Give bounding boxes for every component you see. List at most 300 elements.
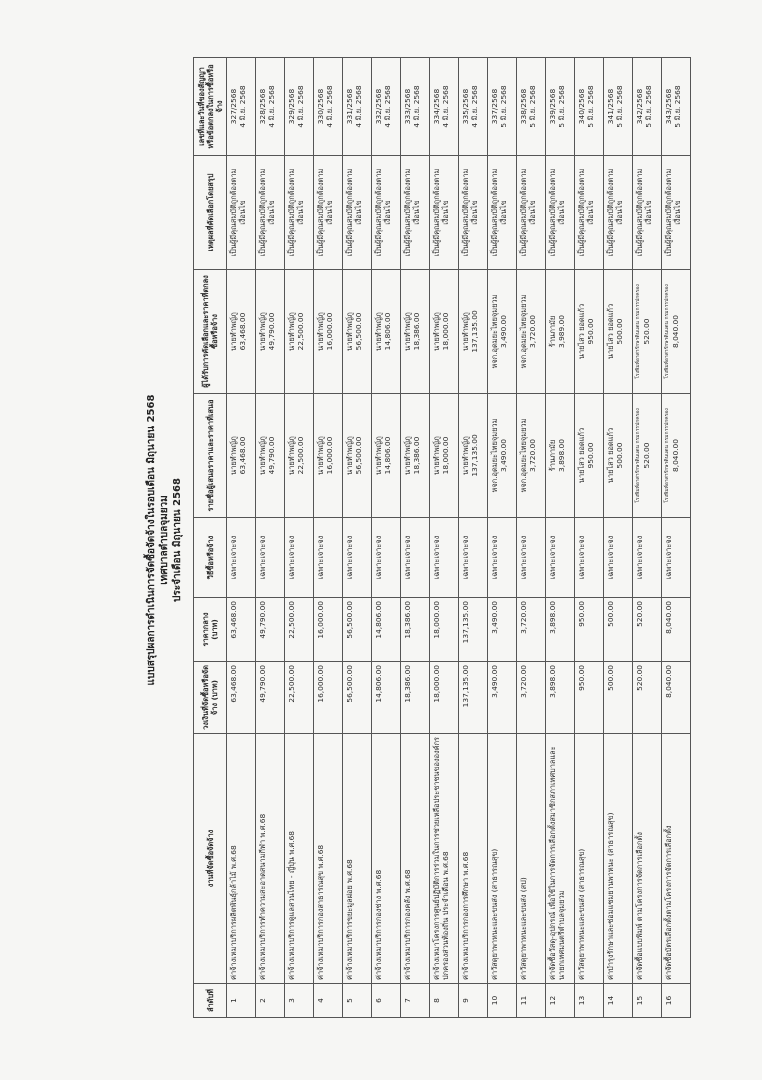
budget-cell xyxy=(285,662,314,734)
table-row xyxy=(227,58,256,1018)
row-number xyxy=(575,984,604,1018)
row-number xyxy=(372,984,401,1018)
contract-date: 5 มิ.ย. 2568 xyxy=(586,85,595,128)
reason-cell xyxy=(430,156,459,270)
row-number xyxy=(546,984,575,1018)
median-text: 8,040.00 xyxy=(664,601,673,634)
budget-cell xyxy=(256,662,285,734)
contract-cell xyxy=(604,58,633,156)
contract-date: 5 มิ.ย. 2568 xyxy=(673,85,682,128)
bid-price: 63,468.00 xyxy=(238,436,247,475)
contract-date: 5 มิ.ย. 2568 xyxy=(615,85,624,128)
item-text: ค่าจ้างเหมาบริการกองคลัง พ.ศ.68 xyxy=(403,869,412,980)
row-number-text: 7 xyxy=(403,998,412,1003)
method-cell xyxy=(517,518,546,598)
budget-text: 14,806.00 xyxy=(374,665,383,703)
item-cell xyxy=(401,734,430,984)
budget-cell xyxy=(488,662,517,734)
contract-number: 335/2568 xyxy=(461,88,470,125)
row-number xyxy=(401,984,430,1018)
win-price: 63,468.00 xyxy=(238,312,247,351)
win-price: 520.00 xyxy=(642,318,651,345)
winner-name: นายไสว ยอดแก้ว xyxy=(606,303,615,360)
row-number xyxy=(314,984,343,1018)
row-number xyxy=(343,984,372,1018)
reason-cell xyxy=(314,156,343,270)
table-row xyxy=(546,58,575,1018)
reason-cell xyxy=(517,156,546,270)
row-number xyxy=(285,984,314,1018)
report-period: ประจำเดือน มิถุนายน 2568 xyxy=(172,478,183,602)
method-text: เฉพาะเจาะจง xyxy=(316,535,325,580)
col-header-winner: ผู้ได้รับการคัดเลือกและราคาที่ตกลงซื้อหรือจ้าง xyxy=(194,270,227,394)
contract-cell xyxy=(401,58,430,156)
row-number xyxy=(517,984,546,1018)
win-price: 3,490.00 xyxy=(499,315,508,348)
winner-cell xyxy=(227,270,256,394)
median-text: 3,720.00 xyxy=(519,601,528,634)
contract-date: 4 มิ.ย. 2568 xyxy=(412,85,421,128)
budget-cell xyxy=(227,662,256,734)
median-text: 16,000.00 xyxy=(316,601,325,639)
budget-cell xyxy=(343,662,372,734)
bidder-name: นายทำพญ์ภู xyxy=(432,436,441,475)
median-text: 56,500.00 xyxy=(345,601,354,639)
winner-name: นายทำพญ์ภู xyxy=(316,312,325,351)
contract-date: 4 มิ.ย. 2568 xyxy=(470,85,479,128)
winner-cell xyxy=(546,270,575,394)
median-text: 3,490.00 xyxy=(490,601,499,634)
reason-cell xyxy=(546,156,575,270)
reason-text: เป็นผู้มีคุณสมบัติถูกต้องตามเงื่อนไข xyxy=(432,168,450,257)
winner-name: นายทำพญ์ภู xyxy=(403,312,412,351)
reason-cell xyxy=(575,156,604,270)
median-cell xyxy=(372,598,401,662)
method-text: เฉพาะเจาะจง xyxy=(548,535,557,580)
row-number-text: 16 xyxy=(664,995,673,1006)
method-text: เฉพาะเจาะจง xyxy=(432,535,441,580)
method-text: เฉพาะเจาะจง xyxy=(606,535,615,580)
bidder-cell xyxy=(285,394,314,518)
contract-cell xyxy=(314,58,343,156)
budget-cell xyxy=(430,662,459,734)
median-cell xyxy=(604,598,633,662)
table-row xyxy=(575,58,604,1018)
reason-text: เป็นผู้มีคุณสมบัติถูกต้องตามเงื่อนไข xyxy=(316,168,334,257)
table-row xyxy=(401,58,430,1018)
median-text: 520.00 xyxy=(635,601,644,627)
bidder-name: นายทำพญ์ภู xyxy=(287,436,296,475)
item-text: ค่าวัสดุยาพาหนะและขนส่ง (สาธารณสุข) xyxy=(490,848,499,980)
row-number-text: 12 xyxy=(548,995,557,1006)
budget-text: 49,790.00 xyxy=(258,665,267,703)
method-cell xyxy=(372,518,401,598)
bidder-cell xyxy=(488,394,517,518)
row-number xyxy=(633,984,662,1018)
budget-text: 56,500.00 xyxy=(345,665,354,703)
winner-name: ร้านภามัย xyxy=(548,315,557,348)
row-number xyxy=(604,984,633,1018)
table-header-row xyxy=(194,58,227,1018)
row-number-text: 2 xyxy=(258,998,267,1003)
table-row xyxy=(256,58,285,1018)
reason-cell xyxy=(372,156,401,270)
winner-cell xyxy=(285,270,314,394)
bid-price: 3,720.00 xyxy=(528,439,537,472)
winner-name: นายทำพญ์ภู xyxy=(374,312,383,351)
winner-name: นายทำพญ์ภู xyxy=(229,312,238,351)
item-cell xyxy=(314,734,343,984)
method-cell xyxy=(430,518,459,598)
budget-text: 950.00 xyxy=(577,665,586,691)
table-row xyxy=(633,58,662,1018)
contract-date: 5 มิ.ย. 2568 xyxy=(644,85,653,128)
item-cell xyxy=(488,734,517,984)
reason-cell xyxy=(662,156,691,270)
winner-cell xyxy=(459,270,488,394)
item-cell xyxy=(343,734,372,984)
method-text: เฉพาะเจาะจง xyxy=(577,535,586,580)
table-row xyxy=(343,58,372,1018)
item-cell xyxy=(372,734,401,984)
col-header-median: ราคากลาง (บาท) xyxy=(194,598,227,662)
item-cell xyxy=(227,734,256,984)
win-price: 22,500.00 xyxy=(296,312,305,351)
bidder-cell xyxy=(314,394,343,518)
bidder-name: ร้านภามัย xyxy=(548,439,557,472)
contract-date: 4 มิ.ย. 2568 xyxy=(354,85,363,128)
item-cell xyxy=(575,734,604,984)
contract-cell xyxy=(285,58,314,156)
contract-number: 339/2568 xyxy=(548,88,557,125)
median-cell xyxy=(488,598,517,662)
method-cell xyxy=(227,518,256,598)
winner-name: นายไสว ยอดแก้ว xyxy=(577,303,586,360)
table-row xyxy=(430,58,459,1018)
item-text: ค่าจัดซื้อบัตรเลือกตั้งตามโครงการจัดการเลือกตั้ง xyxy=(664,825,673,980)
col-header-item: งานที่จัดซื้อจัดจ้าง xyxy=(194,734,227,984)
win-price: 18,386.00 xyxy=(412,312,421,351)
method-text: เฉพาะเจาะจง xyxy=(635,535,644,580)
reason-cell xyxy=(401,156,430,270)
contract-cell xyxy=(256,58,285,156)
organization-name: เทศบาลตำบลจุมยวม xyxy=(159,495,170,585)
budget-text: 8,040.00 xyxy=(664,665,673,698)
contract-cell xyxy=(227,58,256,156)
budget-text: 3,720.00 xyxy=(519,665,528,698)
budget-cell xyxy=(314,662,343,734)
budget-text: 63,468.00 xyxy=(229,665,238,703)
contract-cell xyxy=(488,58,517,156)
budget-cell xyxy=(546,662,575,734)
contract-cell xyxy=(546,58,575,156)
item-text: ค่าจัดซื้อแบบพิมพ์ ตามโครงการจัดการเลือกตั้ง xyxy=(635,832,644,980)
bid-price: 8,040.00 xyxy=(671,439,680,472)
item-cell xyxy=(633,734,662,984)
contract-date: 4 มิ.ย. 2568 xyxy=(267,85,276,128)
bid-price: 22,500.00 xyxy=(296,436,305,475)
win-price: 18,000.00 xyxy=(441,312,450,351)
median-cell xyxy=(517,598,546,662)
win-price: 3,720.00 xyxy=(528,315,537,348)
item-text: ค่าจัดซื้อวัสดุ-อุปกรณ์ เพื่อใช้ในการจัดการเลือกตั้งสมาชิกสภาเทศบาลและนายกเทศมนตรีตำบลจุมยวม xyxy=(548,746,566,980)
reason-text: เป็นผู้มีคุณสมบัติถูกต้องตามเงื่อนไข xyxy=(577,168,595,257)
row-number-text: 8 xyxy=(432,998,441,1003)
contract-number: 333/2568 xyxy=(403,88,412,125)
method-cell xyxy=(546,518,575,598)
method-text: เฉพาะเจาะจง xyxy=(664,535,673,580)
item-cell xyxy=(546,734,575,984)
contract-cell xyxy=(459,58,488,156)
winner-name: นายทำพญ์ภู xyxy=(258,312,267,351)
item-text: ค่าวัสดุยาพาหนะและขนส่ง (สาธารณสุข) xyxy=(577,848,586,980)
contract-number: 329/2568 xyxy=(287,88,296,125)
bidder-cell xyxy=(256,394,285,518)
median-cell xyxy=(546,598,575,662)
contract-date: 5 มิ.ย. 2568 xyxy=(557,85,566,128)
win-price: 14,806.00 xyxy=(383,312,392,351)
win-price: 3,989.00 xyxy=(557,315,566,348)
contract-number: 328/2568 xyxy=(258,88,267,125)
contract-number: 332/2568 xyxy=(374,88,383,125)
bid-price: 3,898.00 xyxy=(557,439,566,472)
winner-name: โรงพิมพ์อาสารักษาดินแดน กรมการปกครอง xyxy=(664,284,670,379)
contract-cell xyxy=(430,58,459,156)
method-text: เฉพาะเจาะจง xyxy=(519,535,528,580)
method-cell xyxy=(401,518,430,598)
contract-cell xyxy=(517,58,546,156)
budget-text: 520.00 xyxy=(635,665,644,691)
bidder-cell xyxy=(662,394,691,518)
median-text: 3,898.00 xyxy=(548,601,557,634)
item-cell xyxy=(430,734,459,984)
median-cell xyxy=(314,598,343,662)
bid-price: 14,806.00 xyxy=(383,436,392,475)
item-text: ค่าจ้างเหมาโครงการศูนย์ปฏิบัติการร่วมในการช่วยเหลือประชาชนขององค์กรปกครองส่วนท้องถิ่น ประจำเดือน พ.ศ.68 xyxy=(432,736,450,980)
median-text: 14,806.00 xyxy=(374,601,383,639)
contract-number: 330/2568 xyxy=(316,88,325,125)
bidder-cell xyxy=(372,394,401,518)
reason-cell xyxy=(256,156,285,270)
col-header-budget: วงเงินที่จัดซื้อหรือจัดจ้าง (บาท) xyxy=(194,662,227,734)
item-cell xyxy=(517,734,546,984)
winner-cell xyxy=(372,270,401,394)
document-header xyxy=(145,40,184,1040)
winner-name: หจก.อุดมยะไทยจุมยวม xyxy=(490,294,499,369)
budget-cell xyxy=(633,662,662,734)
reason-text: เป็นผู้มีคุณสมบัติถูกต้องตามเงื่อนไข xyxy=(635,168,653,257)
median-cell xyxy=(227,598,256,662)
reason-cell xyxy=(633,156,662,270)
col-header-no: ลำดับที่ xyxy=(194,984,227,1018)
item-text: ค่าจ้างเหมาบริการขยะมูลฝอย พ.ศ.68 xyxy=(345,859,354,980)
item-text: ค่าวัสดุยาพาหนะและขนส่ง (สป) xyxy=(519,877,528,980)
procurement-table xyxy=(193,57,691,1018)
item-cell xyxy=(459,734,488,984)
method-cell xyxy=(459,518,488,598)
contract-number: 337/2568 xyxy=(490,88,499,125)
row-number-text: 13 xyxy=(577,995,586,1006)
contract-number: 338/2568 xyxy=(519,88,528,125)
reason-text: เป็นผู้มีคุณสมบัติถูกต้องตามเงื่อนไข xyxy=(403,168,421,257)
reason-text: เป็นผู้มีคุณสมบัติถูกต้องตามเงื่อนไข xyxy=(548,168,566,257)
bidder-cell xyxy=(459,394,488,518)
item-cell xyxy=(256,734,285,984)
bidder-name: หจก.อุดมยะไทยจุมยวม xyxy=(490,418,499,493)
bidder-name: หจก.อุดมยะไทยจุมยวม xyxy=(519,418,528,493)
row-number-text: 14 xyxy=(606,995,615,1006)
method-text: เฉพาะเจาะจง xyxy=(229,535,238,580)
table-row xyxy=(372,58,401,1018)
row-number-text: 3 xyxy=(287,998,296,1003)
item-text: ค่าจ้างเหมาบริการกองช่าง พ.ศ.68 xyxy=(374,869,383,980)
budget-cell xyxy=(459,662,488,734)
median-text: 500.00 xyxy=(606,601,615,627)
method-cell xyxy=(575,518,604,598)
bidder-name: โรงพิมพ์อาสารักษาดินแดน กรมการปกครอง xyxy=(635,408,641,503)
median-text: 950.00 xyxy=(577,601,586,627)
bidder-name: นายไสว ยอดแก้ว xyxy=(606,427,615,484)
row-number xyxy=(256,984,285,1018)
row-number xyxy=(430,984,459,1018)
row-number xyxy=(227,984,256,1018)
method-cell xyxy=(314,518,343,598)
bidder-name: นายทำพญ์ภู xyxy=(403,436,412,475)
reason-text: เป็นผู้มีคุณสมบัติถูกต้องตามเงื่อนไข xyxy=(345,168,363,257)
row-number-text: 4 xyxy=(316,998,325,1003)
row-number-text: 1 xyxy=(229,998,238,1003)
document-title: แบบสรุปผลการดำเนินการจัดซื้อจัดจ้างในรอบเดือน มิถุนายน 2568 xyxy=(146,394,157,686)
contract-cell xyxy=(633,58,662,156)
reason-text: เป็นผู้มีคุณสมบัติถูกต้องตามเงื่อนไข xyxy=(287,168,305,257)
contract-number: 327/2568 xyxy=(229,88,238,125)
winner-name: หจก.อุดมยะไทยจุมยวม xyxy=(519,294,528,369)
budget-text: 18,386.00 xyxy=(403,665,412,703)
median-cell xyxy=(575,598,604,662)
contract-date: 5 มิ.ย. 2568 xyxy=(499,85,508,128)
winner-name: โรงพิมพ์อาสารักษาดินแดน กรมการปกครอง xyxy=(635,284,641,379)
budget-text: 22,500.00 xyxy=(287,665,296,703)
method-cell xyxy=(604,518,633,598)
table-row xyxy=(604,58,633,1018)
win-price: 500.00 xyxy=(615,318,624,345)
median-text: 49,790.00 xyxy=(258,601,267,639)
method-text: เฉพาะเจาะจง xyxy=(258,535,267,580)
item-text: ค่าจ้างเหมาบริการผลิตพันธุ์กล้าไม้ พ.ศ.68 xyxy=(229,845,238,980)
method-cell xyxy=(285,518,314,598)
budget-cell xyxy=(662,662,691,734)
budget-cell xyxy=(517,662,546,734)
item-text: ค่าจ้างเหมาบริการดูแลสวนไทย - ญี่ปุ่น พ.ศ.68 xyxy=(287,830,296,980)
item-cell xyxy=(285,734,314,984)
bidder-cell xyxy=(343,394,372,518)
bidder-cell xyxy=(575,394,604,518)
table-row xyxy=(517,58,546,1018)
contract-date: 4 มิ.ย. 2568 xyxy=(238,85,247,128)
row-number-text: 5 xyxy=(345,998,354,1003)
median-text: 18,386.00 xyxy=(403,601,412,639)
reason-cell xyxy=(285,156,314,270)
winner-cell xyxy=(256,270,285,394)
winner-cell xyxy=(314,270,343,394)
bidder-cell xyxy=(633,394,662,518)
reason-text: เป็นผู้มีคุณสมบัติถูกต้องตามเงื่อนไข xyxy=(606,168,624,257)
reason-text: เป็นผู้มีคุณสมบัติถูกต้องตามเงื่อนไข xyxy=(519,168,537,257)
method-text: เฉพาะเจาะจง xyxy=(403,535,412,580)
winner-cell xyxy=(430,270,459,394)
reason-cell xyxy=(227,156,256,270)
median-text: 63,468.00 xyxy=(229,601,238,639)
row-number xyxy=(488,984,517,1018)
row-number-text: 6 xyxy=(374,998,383,1003)
row-number xyxy=(662,984,691,1018)
bid-price: 49,790.00 xyxy=(267,436,276,475)
method-cell xyxy=(256,518,285,598)
winner-cell xyxy=(343,270,372,394)
reason-text: เป็นผู้มีคุณสมบัติถูกต้องตามเงื่อนไข xyxy=(664,168,682,257)
bid-price: 16,000.00 xyxy=(325,436,334,475)
contract-date: 4 มิ.ย. 2568 xyxy=(383,85,392,128)
method-text: เฉพาะเจาะจง xyxy=(490,535,499,580)
budget-text: 3,898.00 xyxy=(548,665,557,698)
median-text: 22,500.00 xyxy=(287,601,296,639)
bidder-cell xyxy=(430,394,459,518)
budget-cell xyxy=(575,662,604,734)
winner-name: นายทำพญ์ภู xyxy=(287,312,296,351)
median-cell xyxy=(343,598,372,662)
item-text: ค่าจ้างเหมาบริการทำความสะอาดสนามกีฬา พ.ศ.68 xyxy=(258,813,267,980)
bid-price: 500.00 xyxy=(615,442,624,469)
contract-number: 342/2568 xyxy=(635,88,644,125)
bid-price: 520.00 xyxy=(642,442,651,469)
contract-date: 5 มิ.ย. 2568 xyxy=(528,85,537,128)
budget-text: 3,490.00 xyxy=(490,665,499,698)
contract-cell xyxy=(372,58,401,156)
bidder-cell xyxy=(604,394,633,518)
table-row xyxy=(488,58,517,1018)
winner-cell xyxy=(575,270,604,394)
contract-number: 341/2568 xyxy=(606,88,615,125)
bid-price: 18,386.00 xyxy=(412,436,421,475)
median-text: 18,000.00 xyxy=(432,601,441,639)
item-cell xyxy=(604,734,633,984)
table-row xyxy=(285,58,314,1018)
bidder-cell xyxy=(546,394,575,518)
budget-text: 18,000.00 xyxy=(432,665,441,703)
method-text: เฉพาะเจาะจง xyxy=(461,535,470,580)
winner-cell xyxy=(517,270,546,394)
bid-price: 18,000.00 xyxy=(441,436,450,475)
winner-name: นายทำพญ์ภู xyxy=(461,312,470,351)
col-header-contract: เลขที่และวันที่ของสัญญาหรือข้อตกลงในการซื้อหรือจ้าง xyxy=(194,58,227,156)
reason-text: เป็นผู้มีคุณสมบัติถูกต้องตามเงื่อนไข xyxy=(461,168,479,257)
method-text: เฉพาะเจาะจง xyxy=(374,535,383,580)
reason-text: เป็นผู้มีคุณสมบัติถูกต้องตามเงื่อนไข xyxy=(258,168,276,257)
bidder-name: นายไสว ยอดแก้ว xyxy=(577,427,586,484)
bidder-cell xyxy=(227,394,256,518)
method-cell xyxy=(633,518,662,598)
item-text: ค่าบำรุงรักษาและซ่อมแซมยานพาหนะ (สาธารณสุข) xyxy=(606,812,615,980)
method-cell xyxy=(343,518,372,598)
win-price: 137,135.00 xyxy=(470,310,479,353)
bidder-name: นายทำพญ์ภู xyxy=(258,436,267,475)
reason-cell xyxy=(488,156,517,270)
method-cell xyxy=(662,518,691,598)
contract-number: 334/2568 xyxy=(432,88,441,125)
reason-text: เป็นผู้มีคุณสมบัติถูกต้องตามเงื่อนไข xyxy=(229,168,247,257)
method-text: เฉพาะเจาะจง xyxy=(287,535,296,580)
col-header-bidders: รายชื่อผู้เสนอราคาและราคาที่เสนอ xyxy=(194,394,227,518)
